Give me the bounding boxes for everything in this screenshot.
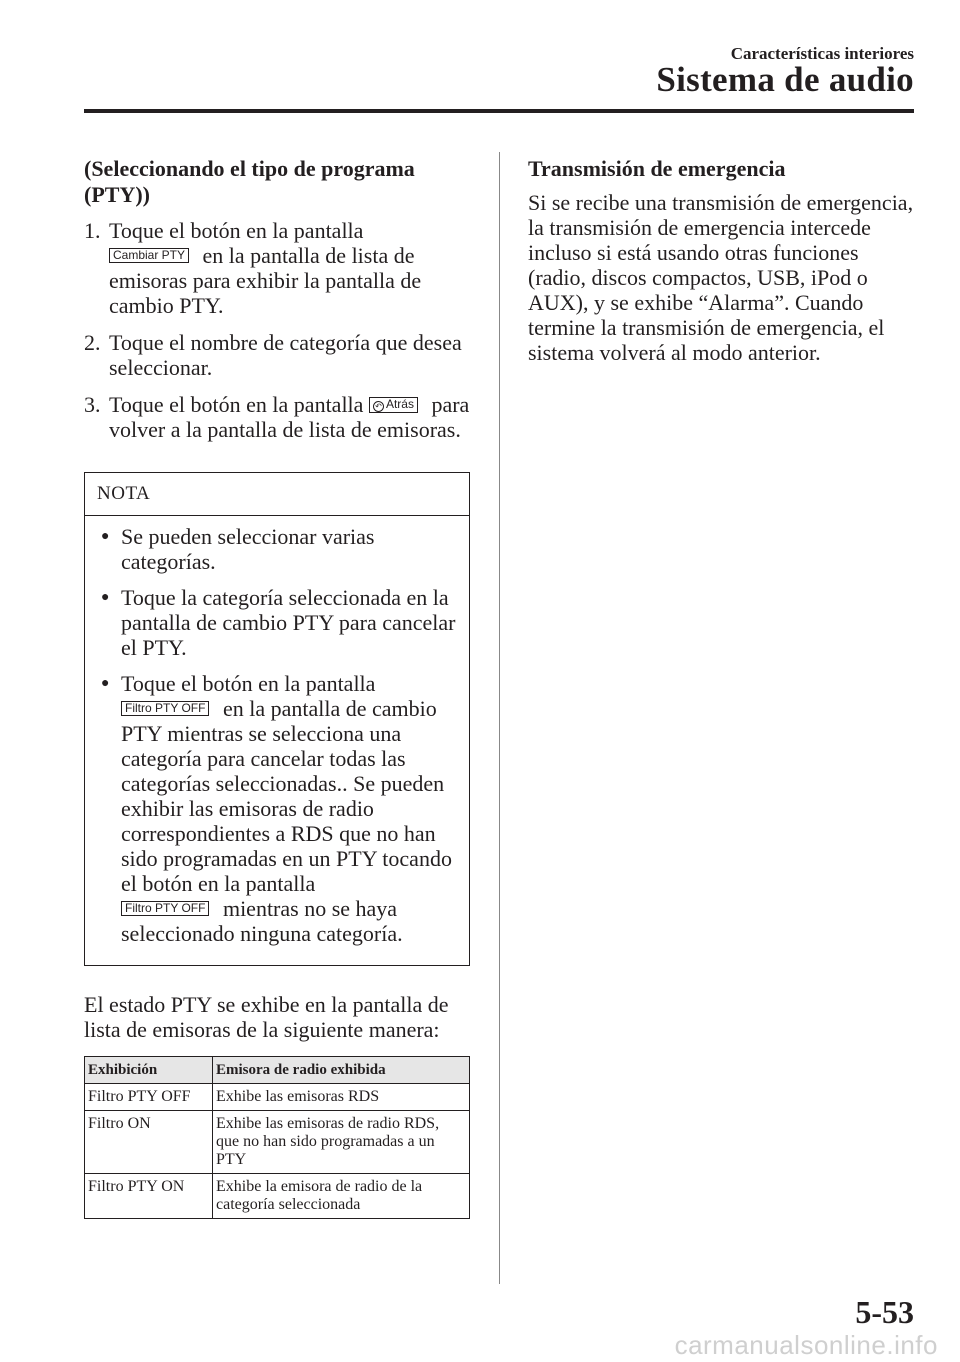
column-divider — [499, 152, 500, 1284]
page-number: 5-53 — [855, 1294, 914, 1330]
atras-button-label: Atrás — [385, 397, 414, 411]
note-text: en la pantalla de cambio PTY mientras se selecciona una categoría para cancelar todas las categorías seleccionadas.. Se pueden exhibir las emisoras de radio correspondientes a RDS que no han sido programadas en un PTY tocando el botón en la pantalla — [121, 696, 452, 896]
note-list — [85, 516, 469, 965]
step-text: Toque el nombre de categoría que desea seleccionar. — [109, 330, 462, 380]
step-text: para volver a la pantalla de lista de emisoras. — [109, 392, 470, 442]
section-title-pty: (Seleccionando el tipo de programa (PTY)) — [84, 156, 415, 207]
table-header-cell: Exhibición — [85, 1057, 213, 1084]
steps-list — [84, 218, 470, 442]
bullet-icon: ● — [101, 676, 110, 691]
table-cell: Filtro PTY ON — [85, 1174, 213, 1219]
pty-status-paragraph: El estado PTY se exhibe en la pantalla de lista de emisoras de la siguiente manera: — [84, 992, 449, 1042]
table-header-row — [85, 1057, 470, 1084]
step-number: 2. — [84, 330, 101, 355]
watermark: carmanualsonline.info — [674, 1330, 938, 1360]
section-title-emergency: Transmisión de emergencia — [528, 156, 786, 181]
right-column — [528, 156, 920, 365]
note-box — [84, 472, 470, 966]
back-arrow-icon: ↶ — [373, 401, 384, 412]
step-1 — [84, 218, 470, 318]
table-cell: Filtro ON — [85, 1111, 213, 1174]
emergency-paragraph: Si se recibe una transmisión de emergencia, la transmisión de emergencia intercede incluso si está usando otras funciones (radio, discos compactos, USB, iPod o AUX), y se exhibe “Alarma”. Cuando termine la transmisión de emergencia, el sistema volverá al modo anterior. — [528, 190, 914, 365]
note-item — [97, 671, 459, 946]
note-text: Se pueden seleccionar varias categorías. — [121, 524, 375, 574]
bullet-icon: ● — [101, 529, 110, 544]
header-rule — [84, 109, 914, 113]
filtro-pty-off-button: Filtro PTY OFF — [121, 901, 209, 916]
step-text: en la pantalla de lista de emisoras para exhibir la pantalla de cambio PTY. — [109, 243, 422, 318]
note-item — [97, 524, 459, 574]
bullet-icon: ● — [101, 590, 110, 605]
note-text: Toque la categoría seleccionada en la pantalla de cambio PTY para cancelar el PTY. — [121, 585, 456, 660]
cambiar-pty-button: Cambiar PTY — [109, 248, 189, 263]
atras-button — [369, 397, 418, 413]
table-header-cell: Emisora de radio exhibida — [213, 1057, 470, 1084]
note-heading: NOTA — [85, 473, 469, 516]
step-3 — [84, 392, 470, 442]
table-row — [85, 1174, 470, 1219]
pty-status-table — [84, 1056, 470, 1219]
step-number: 3. — [84, 392, 101, 417]
table-row — [85, 1084, 470, 1111]
filtro-pty-off-button: Filtro PTY OFF — [121, 701, 209, 716]
table-cell: Exhibe las emisoras de radio RDS, que no han sido programadas a un PTY — [213, 1111, 470, 1174]
note-text: Toque el botón en la pantalla — [121, 671, 376, 696]
step-number: 1. — [84, 218, 101, 243]
step-text: Toque el botón en la pantalla — [109, 218, 364, 243]
step-text: Toque el botón en la pantalla — [109, 392, 364, 417]
left-column — [84, 156, 470, 1219]
page-title: Sistema de audio — [656, 60, 914, 99]
table-cell: Exhibe la emisora de radio de la categoría seleccionada — [213, 1174, 470, 1219]
header-section: Características interiores — [730, 44, 914, 63]
step-2 — [84, 330, 470, 380]
table-row — [85, 1111, 470, 1174]
table-cell: Filtro PTY OFF — [85, 1084, 213, 1111]
note-text: mientras no se haya seleccionado ninguna categoría. — [121, 896, 403, 946]
note-item — [97, 585, 459, 660]
table-cell: Exhibe las emisoras RDS — [213, 1084, 470, 1111]
